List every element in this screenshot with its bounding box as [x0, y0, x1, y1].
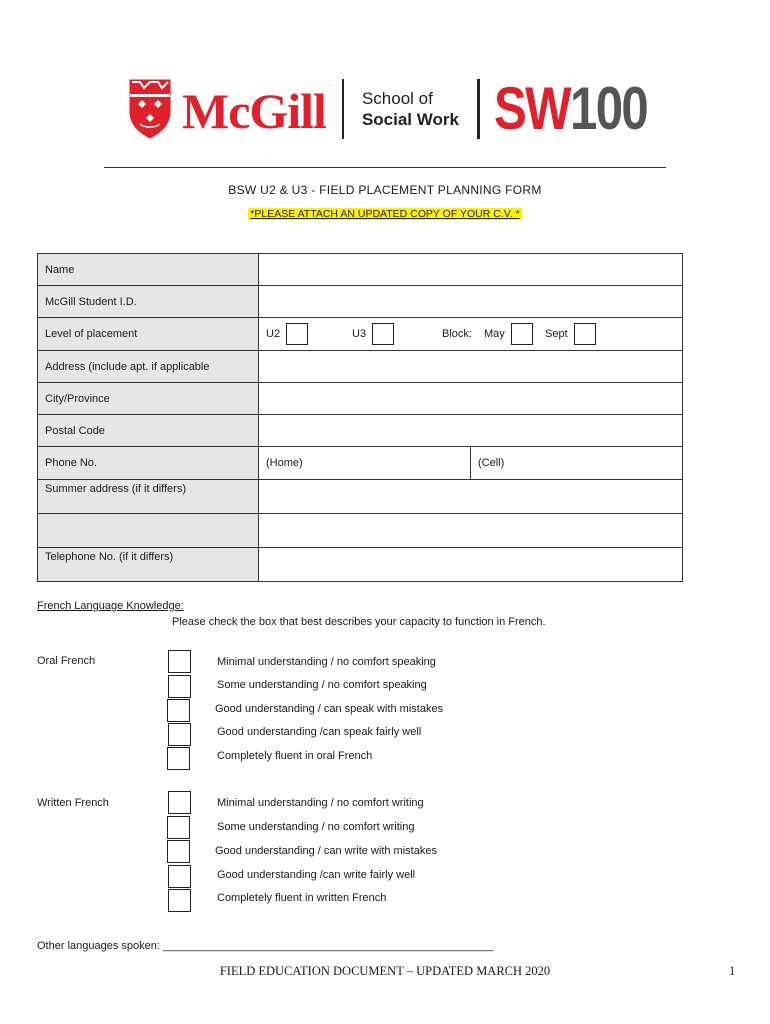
summer-address-label: Summer address (if it differs) — [38, 480, 259, 514]
table-row — [38, 254, 683, 286]
table-row — [38, 480, 683, 514]
written-option-1-label: Minimal understanding / no comfort writing — [217, 797, 424, 809]
oral-french-label: Oral French — [37, 655, 96, 667]
telephone-alt-label: Telephone No. (if it differs) — [38, 548, 259, 582]
name-label: Name — [38, 254, 259, 286]
oral-option-3-checkbox[interactable] — [167, 699, 190, 722]
form-title: BSW U2 & U3 - FIELD PLACEMENT PLANNING FORM — [228, 183, 542, 197]
written-option-3-checkbox[interactable] — [167, 840, 190, 863]
footer-text: FIELD EDUCATION DOCUMENT – UPDATED MARCH 2020 — [219, 964, 551, 978]
block-sept-checkbox[interactable] — [574, 323, 596, 345]
written-option-1-checkbox[interactable] — [168, 791, 191, 814]
mcgill-crest-icon — [128, 78, 172, 140]
french-instruction: Please check the box that best describes your capacity to function in French. — [172, 616, 546, 628]
written-option-3-label: Good understanding / can write with mistakes — [215, 845, 437, 857]
school-line-2: Social Work — [361, 110, 459, 129]
summer-address-field[interactable] — [259, 480, 683, 514]
written-option-2-label: Some understanding / no comfort writing — [217, 821, 415, 833]
written-option-2-checkbox[interactable] — [167, 816, 190, 839]
school-line-1: School of — [361, 89, 433, 108]
mcgill-wordmark: McGill — [182, 83, 326, 139]
phone-home-label: (Home) — [266, 457, 303, 469]
table-row — [38, 415, 683, 447]
sw-prefix: SW — [493, 75, 570, 142]
table-row — [38, 447, 683, 480]
other-languages-field[interactable]: Other languages spoken: ______________________________________________________ — [37, 940, 494, 952]
attach-note-text: *PLEASE ATTACH AN UPDATED COPY OF YOUR C.V. * — [250, 208, 520, 220]
sw100-logo — [493, 75, 648, 142]
written-option-5-checkbox[interactable] — [168, 889, 191, 912]
address-label: Address (include apt. if applicable — [38, 351, 259, 383]
logo-divider — [342, 79, 344, 139]
block-may-checkbox[interactable] — [511, 323, 533, 345]
city-field[interactable] — [259, 383, 683, 415]
phone-fields — [259, 447, 683, 480]
phone-label: Phone No. — [38, 447, 259, 480]
student-id-label: McGill Student I.D. — [38, 286, 259, 318]
sw-number: 100 — [569, 75, 648, 142]
school-name — [362, 88, 459, 130]
header-rule — [104, 167, 666, 168]
oral-option-5-label: Completely fluent in oral French — [217, 750, 373, 762]
oral-option-1-checkbox[interactable] — [168, 650, 191, 673]
written-french-label: Written French — [37, 797, 109, 809]
level-u3-checkbox[interactable] — [372, 323, 394, 345]
block-may-label: May — [483, 328, 505, 340]
phone-cell-label: (Cell) — [478, 457, 505, 469]
table-row — [38, 548, 683, 582]
logo-divider-2 — [477, 79, 480, 139]
header-logo — [128, 76, 681, 142]
page-number: 1 — [729, 964, 736, 978]
address-field[interactable] — [259, 351, 683, 383]
oral-option-3-label: Good understanding / can speak with mistakes — [215, 703, 444, 715]
level-options — [259, 318, 683, 351]
table-row — [38, 514, 683, 548]
level-u2-checkbox[interactable] — [286, 323, 308, 345]
postal-field[interactable] — [259, 415, 683, 447]
summer-address-field-2[interactable] — [259, 514, 683, 548]
name-field[interactable] — [259, 254, 683, 286]
student-id-field[interactable] — [259, 286, 683, 318]
written-option-4-checkbox[interactable] — [168, 865, 191, 888]
oral-option-1-label: Minimal understanding / no comfort speaking — [217, 656, 436, 668]
oral-option-5-checkbox[interactable] — [167, 747, 190, 770]
phone-home-field[interactable] — [259, 447, 471, 479]
written-option-4-label: Good understanding /can write fairly well — [217, 869, 416, 881]
oral-option-4-label: Good understanding /can speak fairly well — [217, 726, 422, 738]
block-sept-label: Sept — [545, 328, 568, 340]
telephone-alt-field[interactable] — [259, 548, 683, 582]
oral-option-2-label: Some understanding / no comfort speaking — [217, 679, 427, 691]
attach-note — [0, 208, 770, 220]
student-info-table — [37, 253, 683, 582]
oral-option-2-checkbox[interactable] — [168, 675, 191, 698]
level-u3-label: U3 — [352, 328, 367, 340]
city-label: City/Province — [38, 383, 259, 415]
table-row — [38, 383, 683, 415]
table-row — [38, 318, 683, 351]
oral-option-4-checkbox[interactable] — [168, 723, 191, 746]
block-label: Block: — [442, 328, 472, 340]
summer-address-cont-label — [38, 514, 259, 548]
level-label: Level of placement — [38, 318, 259, 351]
postal-label: Postal Code — [38, 415, 259, 447]
written-option-5-label: Completely fluent in written French — [217, 892, 387, 904]
phone-cell-field[interactable] — [471, 447, 682, 479]
french-heading: French Language Knowledge: — [37, 600, 184, 612]
table-row — [38, 351, 683, 383]
level-u2-label: U2 — [266, 328, 281, 340]
table-row — [38, 286, 683, 318]
